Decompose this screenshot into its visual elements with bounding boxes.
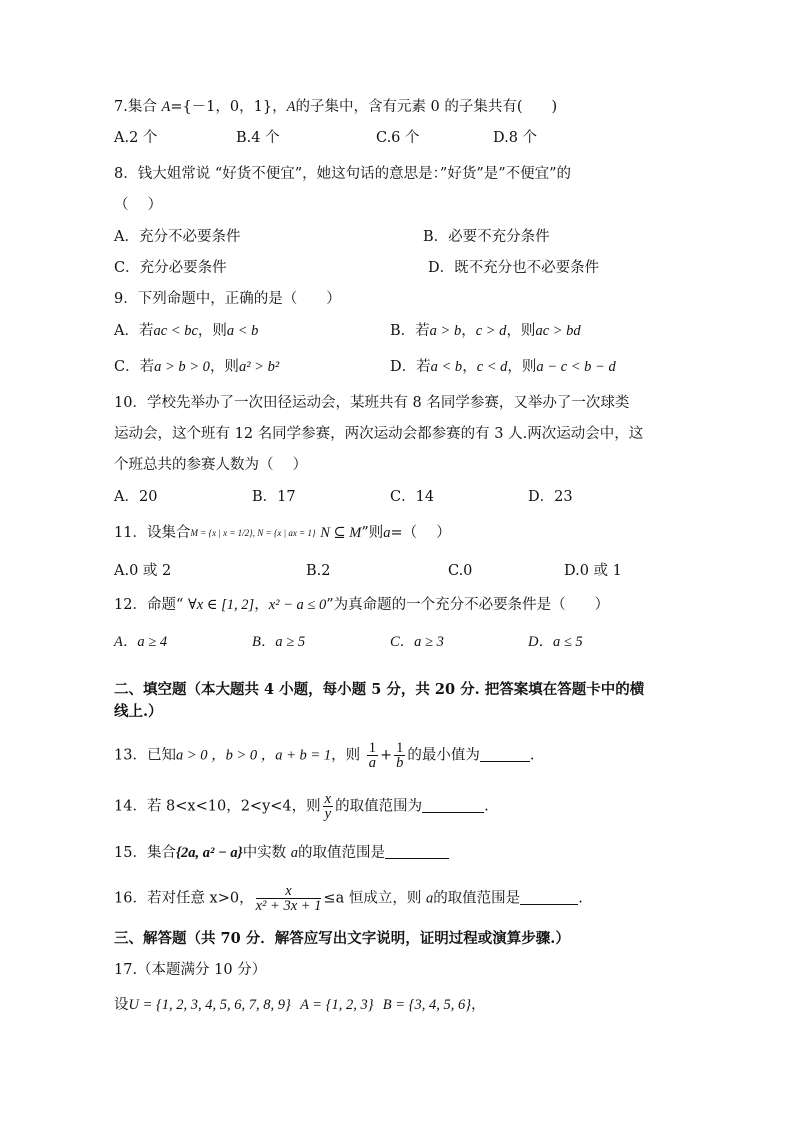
q10-line-1: 10．学校先举办了一次田径运动会，某班共有 8 名同学参赛，又举办了一次球类 <box>114 395 630 411</box>
q16: 16．若对任意 x>0， $\frac{x}{\text{x² + 3x + 1}}$ ≤a 恒成立，则 a的取值范围是 . <box>114 883 583 914</box>
q10-option-b: B．17 <box>252 489 296 505</box>
q9-stem: 9．下列命题中，正确的是（ ） <box>114 291 341 307</box>
q8-option-d: D．既不充分也不必要条件 <box>428 260 600 276</box>
q13: 13．已知a > 0 ，b > 0 ，a + b = 1，则 $\frac{1}{a}$ + $\frac{1}{b}$ 的最小值为 . <box>114 740 535 771</box>
q11-stem: 11．设集合M = {x | x = 1/2}, N = {x | ax = 1} N ⊆ M”则a=（ ） <box>114 525 451 541</box>
q8-stem: 8．钱大姐常说 “好货不便宜”，她这句话的意思是：”好货”是”不便宜”的 <box>114 166 572 182</box>
q8-option-b: B．必要不充分条件 <box>423 229 550 245</box>
section-3-heading: 三、解答题（共 70 分．解答应写出文字说明，证明过程或演算步骤.） <box>114 930 570 947</box>
fraction-x-over-poly: $\frac{x}{\text{x² + 3x + 1}}$ <box>255 883 322 914</box>
q10-option-c: C．14 <box>390 489 435 505</box>
fraction-1-over-b: $\frac{1}{b}$ <box>396 740 404 771</box>
q11-option-c: C.0 <box>448 563 473 579</box>
q11-option-b: B.2 <box>306 563 331 579</box>
q12-option-d: D．a ≤ 5 <box>528 634 583 650</box>
q10-option-d: D．23 <box>528 489 573 505</box>
q7-option-b: B.4 个 <box>236 130 280 146</box>
q17-header: 17.（本题满分 10 分） <box>114 962 267 978</box>
q7-option-a: A.2 个 <box>114 130 158 146</box>
q15: 15．集合{2a, a² − a}中实数 a的取值范围是 <box>114 843 449 863</box>
q12-option-a: A．a ≥ 4 <box>114 634 168 650</box>
q9-option-c: C．若a > b > 0，则a² > b² <box>114 359 280 375</box>
q11-option-d: D.0 或 1 <box>564 563 622 579</box>
q11-set-definition: M = {x | x = 1/2}, N = {x | ax = 1} <box>190 528 316 538</box>
q9-option-b: B．若a > b，c > d，则ac > bd <box>390 323 581 339</box>
q8-option-c: C．充分必要条件 <box>114 260 227 276</box>
q7-stem: 7.集合 A={－1，0，1}，A的子集中，含有元素 0 的子集共有( ) <box>114 99 558 115</box>
q8-option-a: A．充分不必要条件 <box>114 229 241 245</box>
q10-line-2: 运动会，这个班有 12 名同学参赛，两次运动会都参赛的有 3 人.两次运动会中，这 <box>114 426 644 442</box>
q12-option-b: B．a ≥ 5 <box>252 634 306 650</box>
fraction-1-over-a: $\frac{1}{a}$ <box>368 740 376 771</box>
q8-paren: （ ） <box>114 197 163 213</box>
section-2-heading-cont: 线上.） <box>114 703 163 720</box>
q10-line-3: 个班总共的参赛人数为（ ） <box>114 457 308 473</box>
q7-option-d: D.8 个 <box>493 130 538 146</box>
q9-option-d: D．若a < b，c < d，则a − c < b − d <box>390 359 616 375</box>
q7-option-c: C.6 个 <box>376 130 420 146</box>
q11-option-a: A.0 或 2 <box>114 563 172 579</box>
answer-blank-14 <box>422 798 484 813</box>
q12-stem: 12．命题“ ∀x ∈ [1, 2]，x² − a ≤ 0”为真命题的一个充分不必要条件是（ ） <box>114 597 610 613</box>
section-2-heading: 二、填空题（本大题共 4 小题，每小题 5 分，共 20 分. 把答案填在答题卡中的横 <box>114 681 645 698</box>
answer-blank-15 <box>385 844 449 859</box>
q10-option-a: A．20 <box>114 489 158 505</box>
q12-option-c: C．a ≥ 3 <box>390 634 444 650</box>
fraction-x-over-y: $\frac{x}{y}$ <box>324 791 332 822</box>
q14: 14．若 8<x<10，2<y<4，则 $\frac{x}{y}$ 的取值范围为 . <box>114 791 489 822</box>
answer-blank-16 <box>520 890 578 905</box>
q9-option-a: A．若ac < bc，则a < b <box>114 323 259 339</box>
q17-sets: 设U = {1, 2, 3, 4, 5, 6, 7, 8, 9} A = {1, 2, 3} B = {3, 4, 5, 6}， <box>114 997 486 1013</box>
answer-blank-13 <box>480 747 530 762</box>
